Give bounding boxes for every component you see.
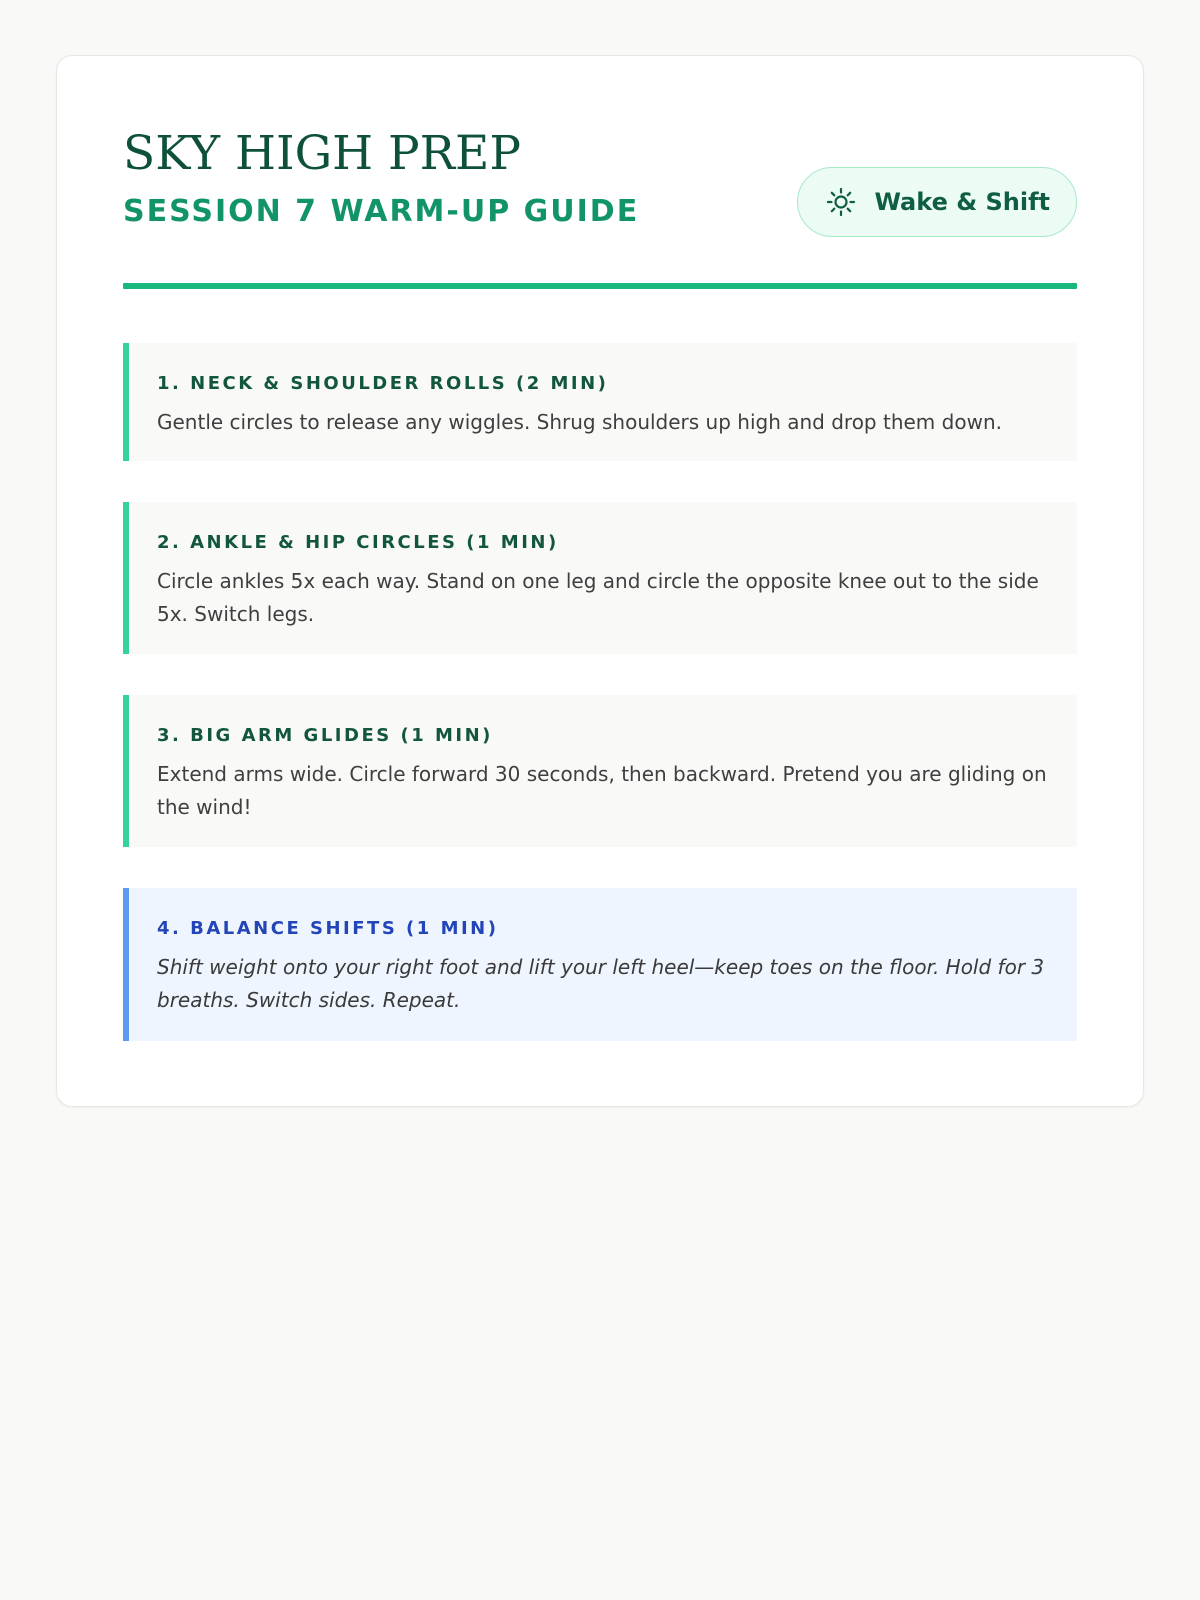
- header: [123, 116, 1077, 286]
- page-subtitle: SESSION 7 WARM-UP GUIDE: [123, 194, 640, 229]
- step-heading: 3. BIG ARM GLIDES (1 MIN): [157, 725, 493, 746]
- page-title: SKY HIGH PREP: [123, 126, 521, 181]
- step-item-highlighted: [123, 888, 1077, 1041]
- sun-icon: [826, 187, 856, 217]
- session-badge: [797, 167, 1077, 237]
- step-description: Gentle circles to release any wiggles. Shrug shoulders up high and drop them down.: [157, 410, 1002, 434]
- step-description: Shift weight onto your right foot and lift your left heel—keep toes on the floor. Hold for 3 breaths. Switch sides. Repeat.: [157, 955, 1045, 1012]
- step-item: [123, 502, 1077, 654]
- step-heading: 1. NECK & SHOULDER ROLLS (2 MIN): [157, 373, 609, 394]
- step-heading: 2. ANKLE & HIP CIRCLES (1 MIN): [157, 532, 559, 553]
- steps-list: [123, 343, 1077, 1082]
- badge-label: Wake & Shift: [874, 188, 1050, 216]
- step-description: Circle ankles 5x each way. Stand on one leg and circle the opposite knee out to the side 5x. Switch legs.: [157, 569, 1039, 626]
- step-item: [123, 343, 1077, 461]
- warm-up-card: [56, 55, 1144, 1107]
- step-item: [123, 695, 1077, 847]
- step-description: Extend arms wide. Circle forward 30 seconds, then backward. Pretend you are gliding on the wind!: [157, 762, 1047, 819]
- header-divider: [123, 283, 1077, 289]
- step-heading: 4. BALANCE SHIFTS (1 MIN): [157, 918, 499, 939]
